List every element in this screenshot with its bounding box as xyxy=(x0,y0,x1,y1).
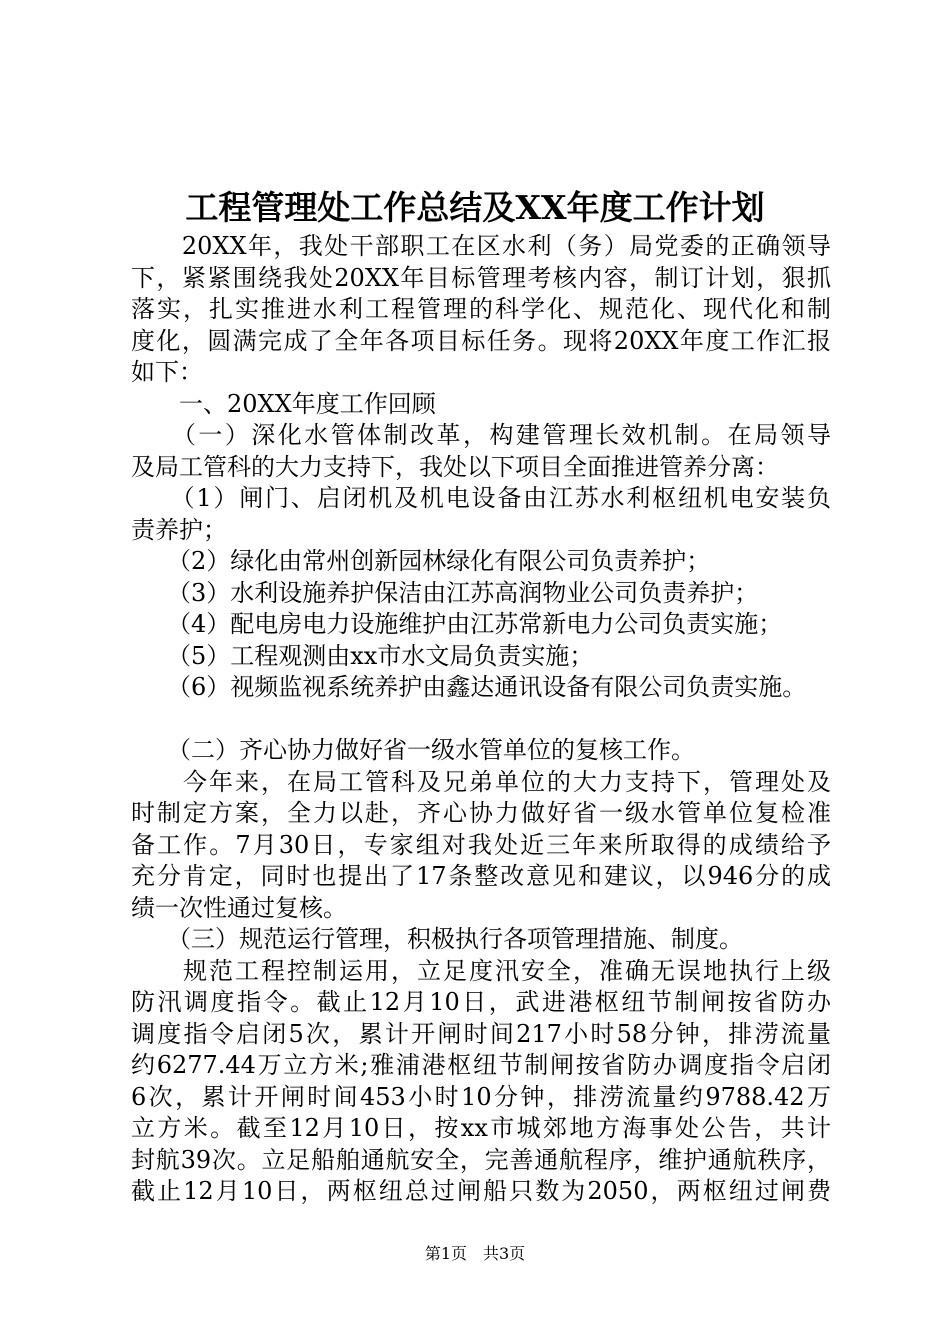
paragraph-line: （一）深化水管体制改革，构建管理长效机制。在局领导 xyxy=(131,421,831,449)
page-footer: 第1页 共3页 xyxy=(424,1244,526,1263)
paragraph-line: 责养护； xyxy=(131,515,227,544)
paragraph-line: （二）齐心协力做好省一级水管单位的复核工作。 xyxy=(131,736,695,764)
paragraph-line: 防汛调度指令。截止12月10日，武进港枢纽节制闸按省防办 xyxy=(131,988,831,1016)
paragraph-line: 一、20XX年度工作回顾 xyxy=(131,389,436,418)
paragraph-line: （5）工程观测由xx市水文局负责实施； xyxy=(131,641,594,670)
paragraph-line: 绩一次性通过复核。 xyxy=(131,893,347,922)
paragraph-line: 充分肯定，同时也提出了17条整改意见和建议，以946分的成 xyxy=(131,862,831,890)
paragraph-line: 截止12月10日，两枢纽总过闸船只数为2050，两枢纽过闸费 xyxy=(131,1177,831,1205)
paragraph-line: 如下： xyxy=(131,358,203,386)
paragraph-line: 立方米。截至12月10日，按xx市城郊地方海事处公告，共计 xyxy=(131,1114,831,1142)
paragraph-line: （3）水利设施养护保洁由江苏高润物业公司负责养护； xyxy=(131,578,759,607)
paragraph-line: 约6277.44万立方米;雅浦港枢纽节制闸按省防办调度指令启闭 xyxy=(131,1051,831,1079)
paragraph-line: （三）规范运行管理，积极执行各项管理措施、制度。 xyxy=(131,925,743,953)
paragraph-line: 封航39次。立足船舶通航安全，完善通航程序，维护通航秩序， xyxy=(131,1145,831,1174)
paragraph-line: 6次，累计开闸时间453小时10分钟，排涝流量约9788.42万 xyxy=(131,1082,831,1111)
paragraph-line: （4）配电房电力设施维护由江苏常新电力公司负责实施； xyxy=(131,610,783,638)
document-title: 工程管理处工作总结及XX年度工作计划 xyxy=(185,188,765,227)
paragraph-line: 今年来，在局工管科及兄弟单位的大力支持下，管理处及 xyxy=(131,767,831,796)
paragraph-line: 备工作。7月30日，专家组对我处近三年来所取得的成绩给予 xyxy=(131,830,831,859)
document-body xyxy=(131,231,831,1208)
paragraph-line: 及局工管科的大力支持下，我处以下项目全面推进管养分离： xyxy=(131,452,779,481)
paragraph-line: 调度指令启闭5次，累计开闸时间217小时58分钟，排涝流量 xyxy=(131,1019,831,1048)
paragraph-line: （2）绿化由常州创新园林绿化有限公司负责养护； xyxy=(131,547,711,575)
paragraph-line: 时制定方案，全力以赴，齐心协力做好省一级水管单位复检准 xyxy=(131,799,831,827)
paragraph-line: 落实，扎实推进水利工程管理的科学化、规范化、现代化和制 xyxy=(131,295,831,323)
paragraph-line: 下，紧紧围绕我处20XX年目标管理考核内容，制订计划，狠抓 xyxy=(131,263,831,292)
paragraph-line: 20XX年，我处干部职工在区水利（务）局党委的正确领导 xyxy=(131,232,831,260)
paragraph-line: （1）闸门、启闭机及机电设备由江苏水利枢纽机电安装负 xyxy=(131,484,831,512)
paragraph-line: 度化，圆满完成了全年各项目标任务。现将20XX年度工作汇报 xyxy=(131,326,831,355)
paragraph-line: （6）视频监视系统养护由鑫达通讯设备有限公司负责实施。 xyxy=(131,673,807,701)
blank-line xyxy=(131,704,831,736)
paragraph-line: 规范工程控制运用，立足度汛安全，准确无误地执行上级 xyxy=(131,956,831,985)
